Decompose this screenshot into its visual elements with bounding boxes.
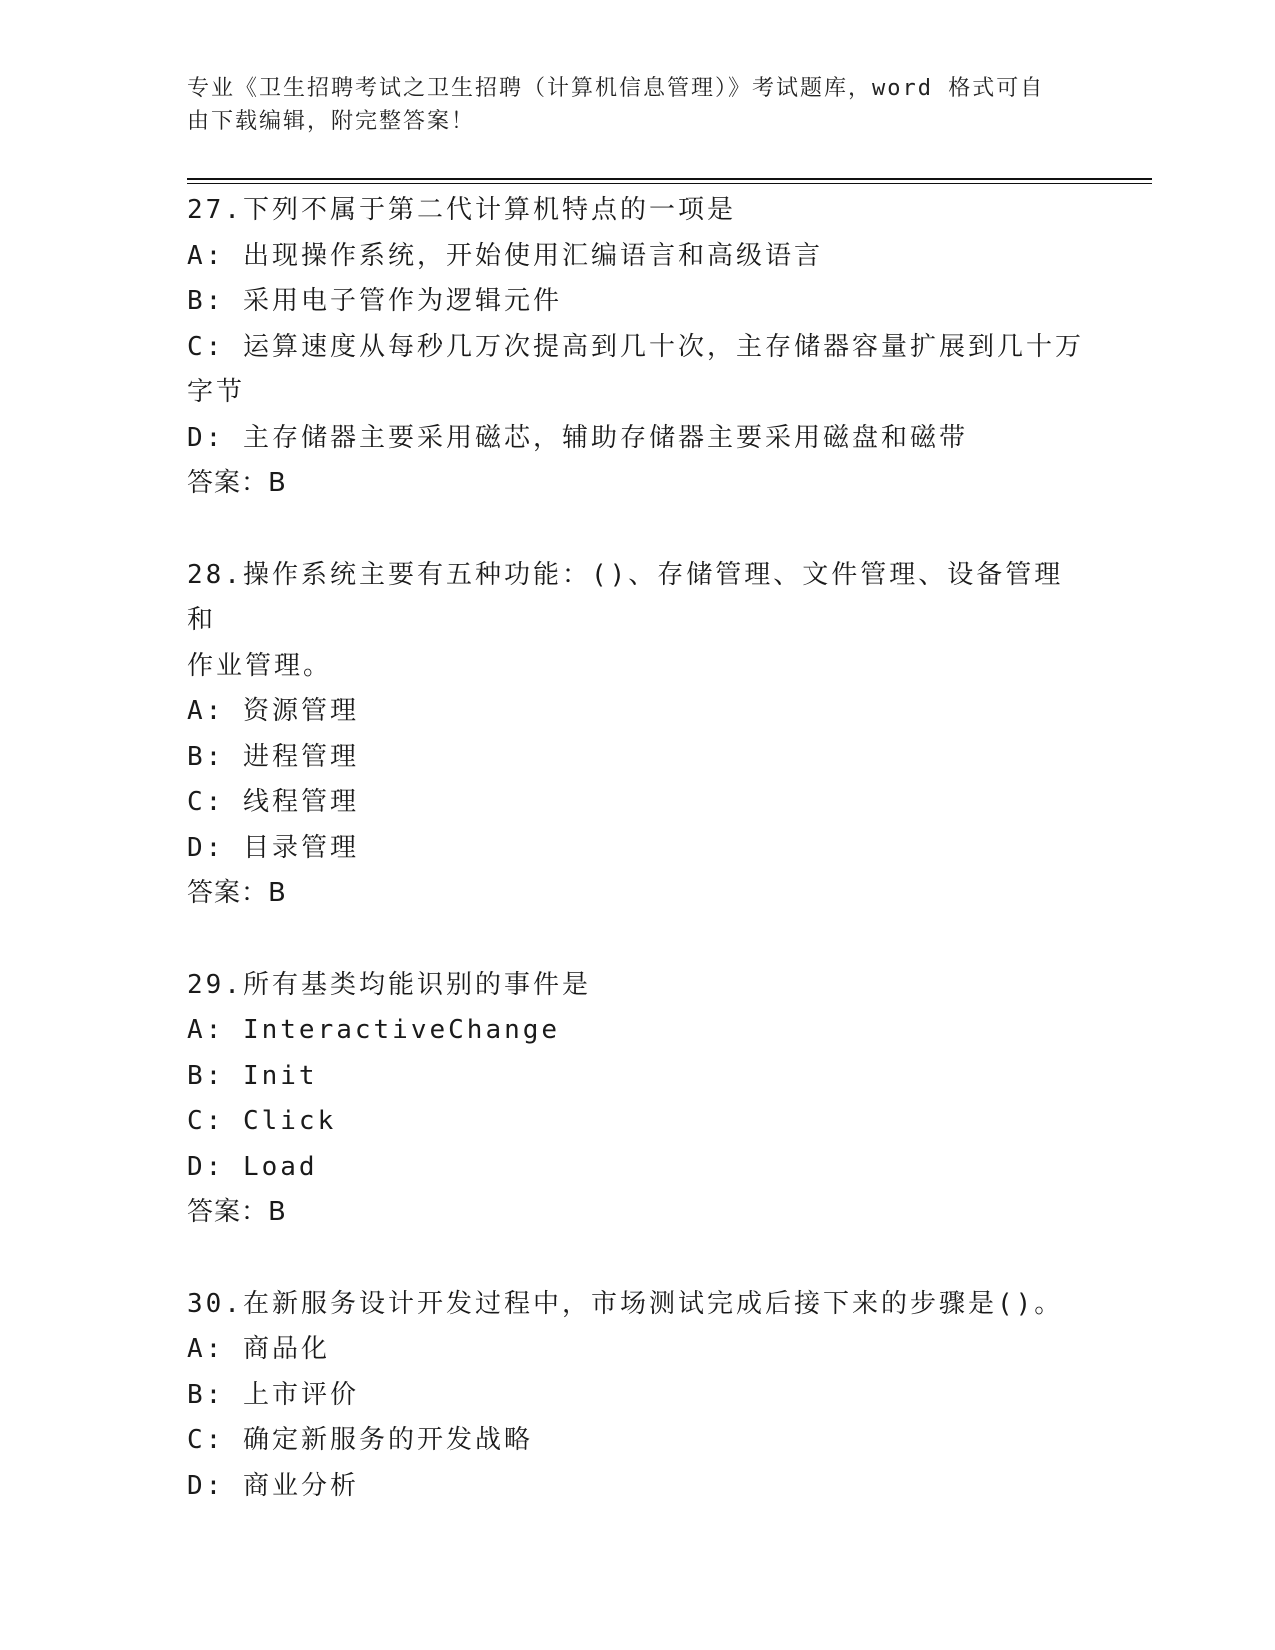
option-a: A: 资源管理 [187,696,359,726]
header-line-2: 由下载编辑，附完整答案！ [187,109,476,134]
option-c: C: Click [187,1106,337,1136]
answer-label: 答案：B [187,878,287,908]
question-stem-continued: 作业管理。 [187,650,333,681]
option-b: B: 上市评价 [187,1379,359,1410]
option-d: D: 商业分析 [187,1470,359,1501]
option-b: B: 采用电子管作为逻辑元件 [187,286,562,316]
option-d: D: 主存储器主要采用磁芯，辅助存储器主要采用磁盘和磁带 [187,422,968,453]
question-30 [187,1282,1087,1510]
header-divider-thin [187,183,1152,184]
answer-label: 答案：B [187,468,287,498]
option-a: A: 商品化 [187,1334,330,1364]
option-c: C: 线程管理 [187,787,359,817]
option-c-continued: 字节 [187,377,246,407]
question-stem: 28.操作系统主要有五种功能：()、存储管理、文件管理、设备管理和 [187,559,1064,635]
option-a: A: InteractiveChange [187,1015,561,1045]
document-header [187,72,1067,138]
option-d: D: 目录管理 [187,832,359,863]
question-list [187,188,1087,1555]
question-29 [187,963,1087,1236]
question-stem: 30.在新服务设计开发过程中，市场测试完成后接下来的步骤是()。 [187,1288,1064,1319]
question-28 [187,553,1087,917]
question-stem: 29.所有基类均能识别的事件是 [187,969,591,1000]
question-stem: 27.下列不属于第二代计算机特点的一项是 [187,195,736,225]
question-27 [187,188,1087,507]
header-line-1: 专业《卫生招聘考试之卫生招聘（计算机信息管理）》考试题库，word 格式可自 [187,76,1045,101]
option-c: C: 确定新服务的开发战略 [187,1425,533,1455]
option-a: A: 出现操作系统，开始使用汇编语言和高级语言 [187,240,823,271]
option-d: D: Load [187,1151,318,1182]
option-c: C: 运算速度从每秒几万次提高到几十次，主存储器容量扩展到几十万 [187,331,1084,362]
header-divider-thick [187,178,1152,180]
answer-label: 答案：B [187,1197,287,1227]
option-b: B: Init [187,1060,318,1091]
option-b: B: 进程管理 [187,741,359,772]
